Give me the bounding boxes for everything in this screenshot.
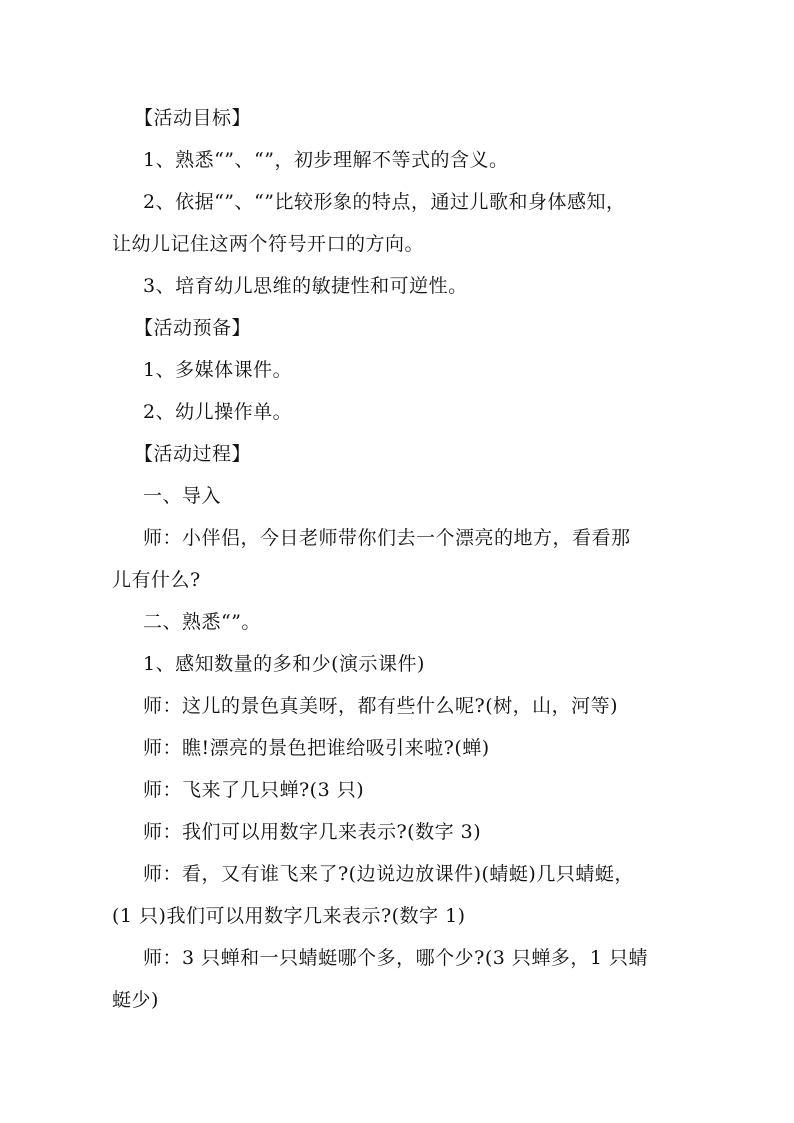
goal-item-3: 3、培育幼儿思维的敏捷性和可逆性。 (143, 275, 468, 297)
prep-item-1: 1、多媒体课件。 (143, 359, 293, 381)
process-line-teacher-5: 师：我们可以用数字几来表示?(数字 3) (143, 821, 482, 843)
process-line-teacher-4: 师：飞来了几只蝉?(3 只) (143, 779, 365, 801)
goal-item-2: 2、依据“”、“”比较形象的特点，通过儿歌和身体感知， (143, 191, 626, 213)
heading-activity-prep: 【活动预备】 (134, 317, 252, 339)
goal-item-2-continued: 让幼儿记住这两个符号开口的方向。 (112, 233, 425, 255)
heading-activity-process: 【活动过程】 (134, 443, 252, 465)
process-line-teacher-7-continued: 蜓少) (112, 989, 159, 1011)
goal-item-1: 1、熟悉“”、“”，初步理解不等式的含义。 (143, 149, 509, 171)
process-line-teacher-1-continued: 儿有什么? (112, 569, 201, 591)
prep-item-2: 2、幼儿操作单。 (143, 401, 293, 423)
process-line-teacher-7: 师：3 只蝉和一只蜻蜓哪个多，哪个少?(3 只蝉多，1 只蜻 (143, 947, 648, 969)
process-line-teacher-2: 师：这儿的景色真美呀，都有些什么呢?(树，山，河等) (143, 695, 619, 717)
process-line-teacher-6: 师：看，又有谁飞来了?(边说边放课件)(蜻蜓)几只蜻蜓， (143, 863, 634, 885)
process-line-section-two: 二、熟悉“”。 (143, 611, 261, 633)
process-line-teacher-6-continued: (1 只)我们可以用数字几来表示?(数字 1) (112, 905, 466, 927)
process-line-perceive-quantity: 1、感知数量的多和少(演示课件) (143, 653, 425, 675)
process-line-intro-heading: 一、导入 (143, 485, 222, 507)
process-line-teacher-3: 师：瞧!漂亮的景色把谁给吸引来啦?(蝉) (143, 737, 490, 759)
process-line-teacher-1: 师：小伴侣，今日老师带你们去一个漂亮的地方，看看那 (143, 527, 631, 549)
heading-activity-goal: 【活动目标】 (134, 107, 252, 129)
